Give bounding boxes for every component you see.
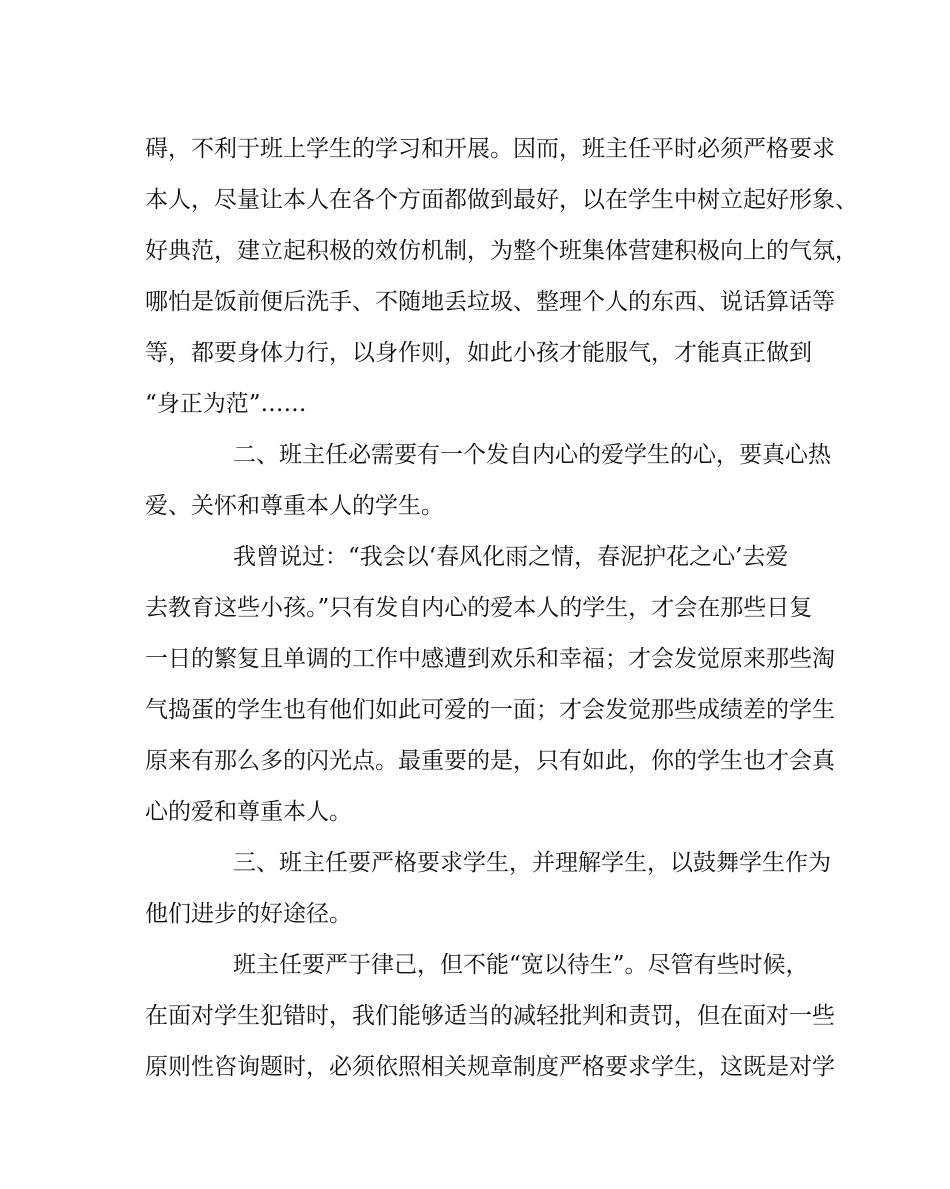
text-line: 哪怕是饭前便后洗手、不随地丢垃圾、整理个人的东西、说话算话等	[145, 289, 835, 315]
document-body	[145, 124, 858, 1093]
text-line: 一日的繁复且单调的工作中感遭到欢乐和幸福；才会发觉原来那些淘	[145, 646, 835, 672]
text-line: “身正为范”……	[145, 391, 307, 417]
text-line: 等，都要身体力行，以身作则，如此小孩才能服气，才能真正做到	[145, 340, 812, 366]
section-heading-line: 三、班主任要严格要求学生，并理解学生，以鼓舞学生作为	[233, 850, 831, 876]
text-line: 去教育这些小孩。”只有发自内心的爱本人的学生，才会在那些日复	[145, 595, 813, 621]
text-line: 爱、关怀和尊重本人的学生。	[145, 493, 444, 519]
text-line: 好典范，建立起积极的效仿机制，为整个班集体营建积极向上的气氛，	[145, 238, 858, 264]
text-line: 碍，不利于班上学生的学习和开展。因而，班主任平时必须严格要求	[145, 136, 835, 162]
paragraph-first-line: 班主任要严于律己，但不能“宽以待生”。尽管有些时候，	[233, 952, 809, 978]
text-line: 心的爱和尊重本人。	[145, 799, 352, 825]
text-line: 气捣蛋的学生也有他们如此可爱的一面；才会发觉那些成绩差的学生	[145, 697, 835, 723]
paragraph-first-line: 我曾说过：“我会以‘春风化雨之情，春泥护花之心’去爱	[233, 544, 789, 570]
text-line: 他们进步的好途径。	[145, 901, 352, 927]
text-line: 原来有那么多的闪光点。最重要的是，只有如此，你的学生也才会真	[145, 748, 835, 774]
text-line: 本人，尽量让本人在各个方面都做到最好，以在学生中树立起好形象、	[145, 187, 858, 213]
text-line: 在面对学生犯错时，我们能够适当的减轻批判和责罚，但在面对一些	[145, 1003, 835, 1029]
section-heading-line: 二、班主任必需要有一个发自内心的爱学生的心，要真心热	[233, 442, 831, 468]
text-line: 原则性咨询题时，必须依照相关规章制度严格要求学生，这既是对学	[145, 1054, 835, 1080]
